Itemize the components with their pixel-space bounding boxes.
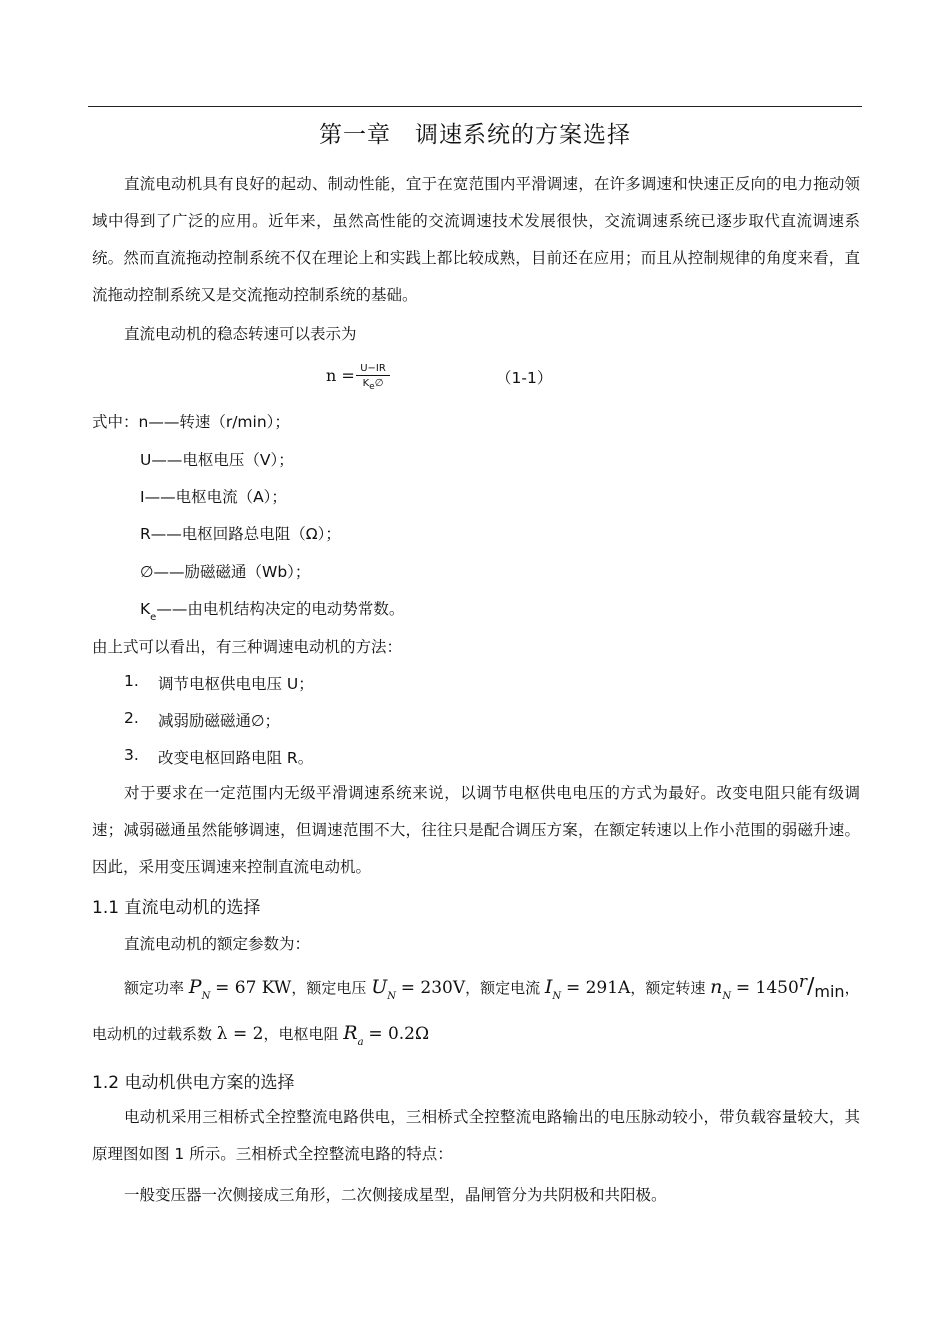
where-line-1: U——电枢电压（V）； [140,451,294,469]
formula-numerator: U−IR [356,362,390,376]
methods-intro: 由上式可以看出，有三种调速电动机的方法： [92,638,403,656]
formula-lhs: n = [326,366,355,385]
formula-denominator: Ke∅ [362,378,384,392]
section-1-1-heading: 1.1 直流电动机的选择 [92,898,261,918]
overload-line: 电动机的过载系数 λ = 2，电枢电阻 $R_a = 0.2\Omega$ [92,1022,430,1048]
formula-fraction [356,362,390,395]
intro-paragraph: 直流电动机具有良好的起动、制动性能，宜于在宽范围内平滑调速，在许多调速和快速正反向的电力拖动领域中得到了广泛的应用。近年来，虽然高性能的交流调速技术发展很快，交流调速系统已逐步取代直流调速系统。然而直流拖动控制系统不仅在理论上和实践上都比较成熟，目前还在应用；而且从控制规律的角度来看，直流拖动控制系统又是交流拖动控制系统的基础。 [92,175,860,304]
params-intro: 直流电动机的额定参数为： [124,935,311,953]
chapter-title: 第一章 调速系统的方案选择 [319,122,631,148]
method-2-text: 减弱励磁磁通∅； [158,712,281,730]
where-line-3: R——电枢回路总电阻（Ω）； [140,525,341,543]
where-line-4: ∅——励磁磁通（Wb）； [140,563,311,581]
method-2-num: 2. [124,709,139,727]
formula-number: （1-1） [496,369,553,387]
header-rule [88,106,862,107]
section-1-2-heading: 1.2 电动机供电方案的选择 [92,1073,295,1093]
method-1-num: 1. [124,672,139,690]
rated-params-line: 额定功率 $P_N = 67$ KW，额定电压 $U_N = 230V$，额定电流 $I_N = 291A$，额定转速 $n_N$ = 1450r∕min， [124,972,860,1002]
method-3-text: 改变电枢回路电阻 R。 [158,749,314,767]
where-line-2: I——电枢电流（A）； [140,488,287,506]
speed-intro: 直流电动机的稳态转速可以表示为 [124,325,357,343]
method-1-text: 调节电枢供电电压 U； [158,675,314,693]
section-1-2-para1: 电动机采用三相桥式全控整流电路供电，三相桥式全控整流电路输出的电压脉动较小，带负载容量较大，其原理图如图 1 所示。三相桥式全控整流电路的特点： [92,1108,860,1163]
where-line-0: 式中：n——转速（r/min）； [92,413,290,431]
section-1-2-para2: 一般变压器一次侧接成三角形，二次侧接成星型，晶闸管分为共阴极和共阳极。 [124,1186,667,1204]
conclusion-paragraph: 对于要求在一定范围内无级平滑调速系统来说，以调节电枢供电电压的方式为最好。改变电阻只能有级调速；减弱磁通虽然能够调速，但调速范围不大，往往只是配合调压方案，在额定转速以上作小范围的弱磁升速。因此，采用变压调速来控制直流电动机。 [92,784,860,876]
method-3-num: 3. [124,746,139,764]
where-line-ke: $K_e——$由电机结构决定的电动势常数。 [140,600,405,623]
